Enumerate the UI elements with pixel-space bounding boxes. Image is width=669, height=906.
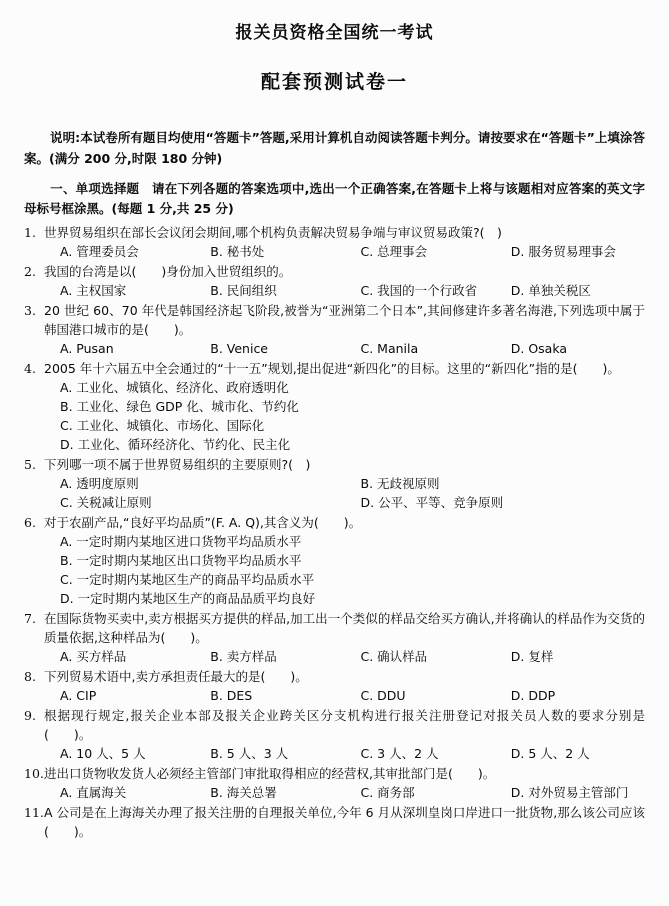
option-c[interactable]: C. 关税减让原则 (60, 495, 152, 511)
page-subtitle: 配套预测试卷一 (260, 71, 408, 93)
option-b[interactable]: B. 海关总署 (210, 785, 277, 801)
question-item (24, 609, 645, 666)
question-number: 5. (24, 457, 36, 473)
question-stem: 我国的台湾是以( )身份加入世贸组织的。 (44, 264, 292, 280)
option-d[interactable]: D. Osaka (510, 341, 568, 357)
question-item (24, 513, 645, 608)
option-b[interactable]: B. 卖方样品 (210, 649, 277, 665)
option-d[interactable]: D. 服务贸易理事会 (510, 244, 616, 260)
option-row (44, 339, 661, 358)
option-row (44, 242, 661, 261)
option-c[interactable]: C. 工业化、城镇化、市场化、国际化 (60, 418, 265, 434)
option-c[interactable]: C. 总理事会 (360, 244, 428, 260)
instructions-paragraph (24, 128, 645, 169)
option-a[interactable]: A. 直属海关 (60, 785, 127, 801)
option-row (44, 281, 661, 300)
instructions-text: 说明:本试卷所有题目均使用“答题卡”答题,采用计算机自动阅读答题卡判分。请按要求在“答题卡”上填涂答案。(满分 200 分,时限 180 分钟) (24, 130, 645, 166)
question-number: 2. (24, 264, 36, 280)
option-b[interactable]: B. 无歧视原则 (360, 476, 440, 492)
question-stem: 根据现行规定,报关企业本部及报关企业跨关区分支机构进行报关注册登记对报关员人数的要求分别是( )。 (44, 708, 645, 743)
question-item (24, 764, 645, 802)
option-a[interactable]: A. Pusan (60, 341, 114, 357)
option-b[interactable]: B. 民间组织 (210, 283, 277, 299)
option-stack (44, 532, 645, 608)
question-number: 11. (24, 805, 44, 821)
question-body (44, 764, 645, 802)
question-number: 8. (24, 669, 36, 685)
question-body (44, 455, 645, 512)
question-body (44, 706, 645, 763)
question-number: 7. (24, 611, 36, 627)
option-b[interactable]: B. Venice (210, 341, 269, 357)
question-item (24, 223, 645, 261)
question-body (44, 301, 645, 358)
option-d[interactable]: D. 单独关税区 (510, 283, 591, 299)
question-stem: 对于农副产品,“良好平均品质”(F. A. Q),其含义为( )。 (44, 515, 362, 531)
question-stem: 下列哪一项不属于世界贸易组织的主要原则?( ) (44, 457, 311, 473)
option-a[interactable]: A. 透明度原则 (60, 476, 139, 492)
option-row (44, 744, 661, 763)
option-a[interactable]: A. 一定时期内某地区进口货物平均品质水平 (60, 534, 302, 550)
question-list (24, 223, 645, 841)
question-stem: 下列贸易术语中,卖方承担责任最大的是( )。 (44, 669, 308, 685)
question-body (44, 223, 645, 261)
question-body (44, 667, 645, 705)
question-number: 3. (24, 303, 36, 319)
question-item (24, 301, 645, 358)
option-d[interactable]: D. 一定时期内某地区生产的商品品质平均良好 (60, 591, 316, 607)
option-d[interactable]: D. 公平、平等、竞争原则 (360, 495, 504, 511)
question-body (44, 609, 645, 666)
option-row (44, 493, 661, 512)
question-item (24, 359, 645, 454)
option-b[interactable]: B. 一定时期内某地区出口货物平均品质水平 (60, 553, 302, 569)
option-a[interactable]: A. 管理委员会 (60, 244, 139, 260)
option-c[interactable]: C. 确认样品 (360, 649, 428, 665)
section-one-text: 一、单项选择题 请在下列各题的答案选项中,选出一个正确答案,在答题卡上将与该题相对应答案的英文字母标号框涂黑。(每题 1 分,共 25 分) (24, 181, 645, 217)
section-one-heading (24, 179, 645, 219)
option-b[interactable]: B. 秘书处 (210, 244, 265, 260)
option-b[interactable]: B. 5 人、3 人 (210, 746, 289, 762)
question-number: 1. (24, 225, 36, 241)
option-c[interactable]: C. Manila (360, 341, 419, 357)
option-c[interactable]: C. 我国的一个行政省 (360, 283, 478, 299)
option-row (44, 783, 661, 802)
option-stack (44, 378, 645, 454)
page-title: 报关员资格全国统一考试 (235, 23, 434, 43)
option-d[interactable]: D. 5 人、2 人 (510, 746, 590, 762)
option-a[interactable]: A. 10 人、5 人 (60, 746, 146, 762)
option-b[interactable]: B. 工业化、绿色 GDP 化、城市化、节约化 (60, 399, 299, 415)
option-c[interactable]: C. DDU (360, 688, 406, 704)
question-body (44, 262, 645, 300)
option-a[interactable]: A. CIP (60, 688, 97, 704)
question-body (44, 359, 645, 454)
question-stem: A 公司是在上海海关办理了报关注册的自理报关单位,今年 6 月从深圳皇岗口岸进口一批货物,那么该公司应该( )。 (44, 805, 645, 840)
question-number: 4. (24, 361, 36, 377)
question-number: 9. (24, 708, 36, 724)
option-d[interactable]: D. 工业化、循环经济化、节约化、民主化 (60, 437, 291, 453)
question-stem: 世界贸易组织在部长会议闭会期间,哪个机构负责解决贸易争端与审议贸易政策?( ) (44, 225, 502, 241)
question-body (44, 513, 645, 608)
option-c[interactable]: C. 3 人、2 人 (360, 746, 439, 762)
question-number: 6. (24, 515, 36, 531)
question-stem: 进出口货物收发货人必须经主管部门审批取得相应的经营权,其审批部门是( )。 (44, 766, 496, 782)
question-item (24, 803, 645, 841)
option-a[interactable]: A. 买方样品 (60, 649, 127, 665)
question-item (24, 667, 645, 705)
option-a[interactable]: A. 工业化、城镇化、经济化、政府透明化 (60, 380, 289, 396)
option-c[interactable]: C. 商务部 (360, 785, 415, 801)
option-row (44, 647, 661, 666)
option-c[interactable]: C. 一定时期内某地区生产的商品平均品质水平 (60, 572, 315, 588)
option-d[interactable]: D. DDP (510, 688, 556, 704)
question-stem: 在国际货物买卖中,卖方根据买方提供的样品,加工出一个类似的样品交给买方确认,并将确认的样品作为交货的质量依据,这种样品为( )。 (44, 611, 645, 646)
question-stem: 20 世纪 60、70 年代是韩国经济起飞阶段,被誉为“亚洲第二个日本”,其间修建许多著名海港,下列选项中属于韩国港口城市的是( )。 (44, 303, 645, 338)
question-stem: 2005 年十六届五中全会通过的“十一五”规划,提出促进“新四化”的目标。这里的“新四化”指的是( )。 (44, 361, 620, 377)
option-row (44, 686, 661, 705)
question-item (24, 706, 645, 763)
question-item (24, 262, 645, 300)
option-d[interactable]: D. 复样 (510, 649, 554, 665)
question-body (44, 803, 645, 841)
question-item (24, 455, 645, 512)
option-a[interactable]: A. 主权国家 (60, 283, 127, 299)
option-d[interactable]: D. 对外贸易主管部门 (510, 785, 629, 801)
option-row (44, 474, 661, 493)
option-b[interactable]: B. DES (210, 688, 253, 704)
question-number: 10. (24, 766, 44, 782)
